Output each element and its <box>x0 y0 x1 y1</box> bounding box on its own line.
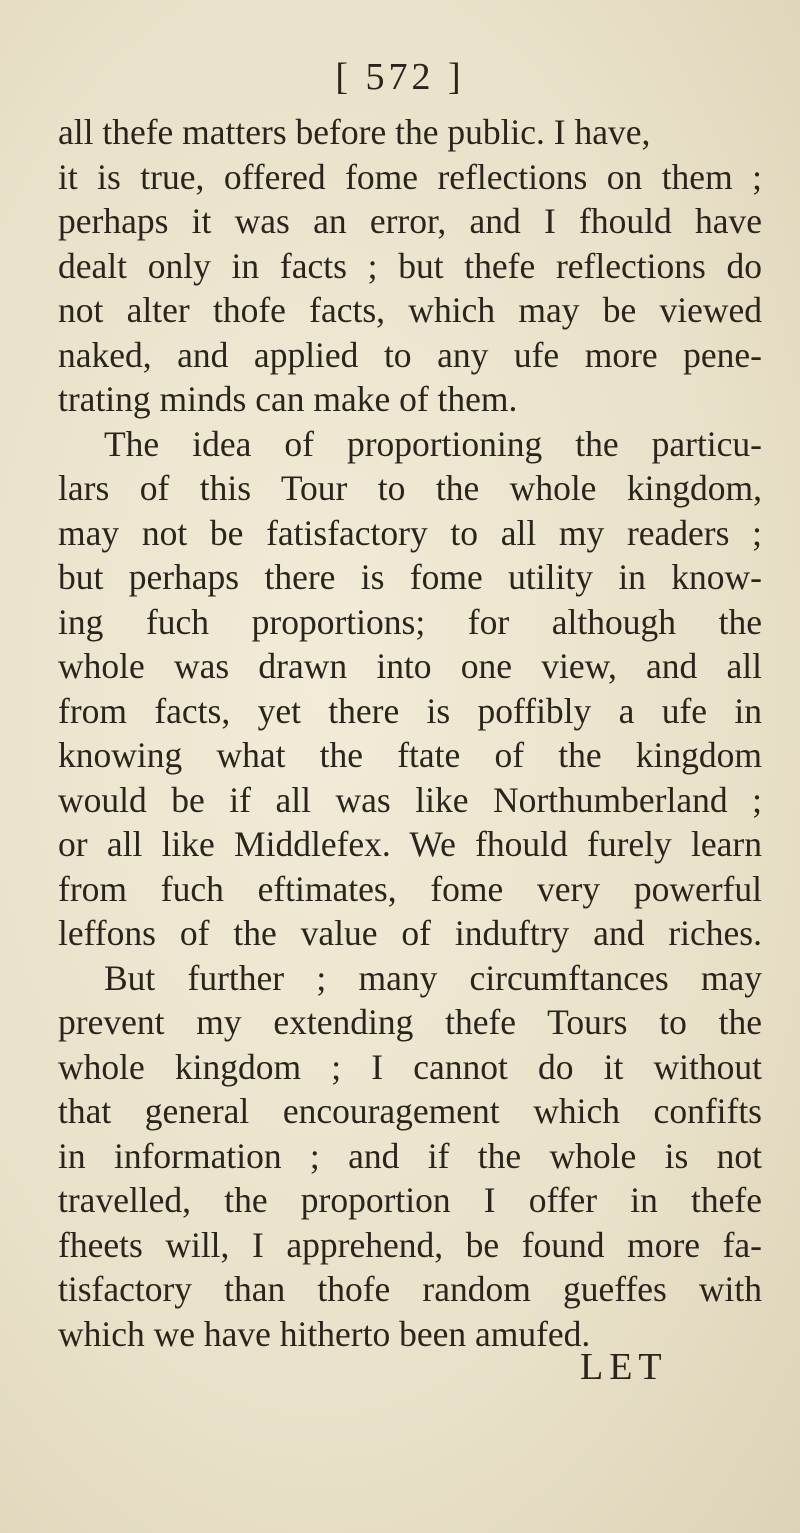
text-line: ing fuch proportions; for although the <box>58 601 762 642</box>
text-line: it is true, offered fome reflections on them ; <box>58 156 762 197</box>
text-line: not alter thofe facts, which may be viewed <box>58 290 762 330</box>
text-line: tisfactory than thofe random gueffes with <box>58 1269 762 1309</box>
text-line: lars of this Tour to the whole kingdom, <box>58 468 762 508</box>
text-line: that general encouragement which confifts <box>58 1091 762 1131</box>
text-line: whole kingdom ; I cannot do it without <box>58 1046 762 1087</box>
text-line: prevent my extending thefe Tours to the <box>58 1002 762 1042</box>
text-line: travelled, the proportion I offer in thefe <box>58 1180 762 1220</box>
text-line: all thefe matters before the public. I have, <box>58 112 651 152</box>
body-text <box>58 110 762 1356</box>
text-line: But further ; many circumftances may <box>104 957 762 998</box>
text-line: The idea of proportioning the particu- <box>104 423 762 464</box>
text-line: or all like Middlefex. We fhould furely learn <box>58 824 762 864</box>
catchword: LET <box>580 1346 668 1388</box>
text-line: dealt only in facts ; but thefe reflections do <box>58 245 762 286</box>
text-line: perhaps it was an error, and I fhould have <box>58 201 762 241</box>
text-line: leffons of the value of induftry and riches. <box>58 913 762 953</box>
text-line: but perhaps there is fome utility in know- <box>58 557 762 597</box>
text-line: naked, and applied to any ufe more pene- <box>58 334 762 375</box>
text-line: which we have hitherto been amufed. <box>58 1313 591 1354</box>
page-number: [ 572 ] <box>335 56 465 98</box>
text-line: knowing what the ftate of the kingdom <box>58 735 762 775</box>
text-line: from facts, yet there is poffibly a ufe in <box>58 690 762 731</box>
text-line: trating minds can make of them. <box>58 379 518 419</box>
text-line: would be if all was like Northumberland ; <box>58 779 762 820</box>
text-line: in information ; and if the whole is not <box>58 1135 762 1176</box>
text-line: may not be fatisfactory to all my readers ; <box>58 512 762 553</box>
text-line: whole was drawn into one view, and all <box>58 646 762 686</box>
text-line: from fuch eftimates, fome very powerful <box>58 868 762 909</box>
text-line: fheets will, I apprehend, be found more fa- <box>58 1224 762 1265</box>
